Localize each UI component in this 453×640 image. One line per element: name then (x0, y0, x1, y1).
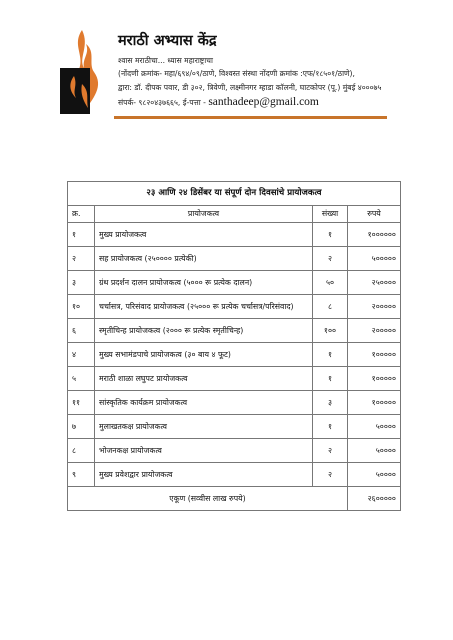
table-row (68, 295, 401, 319)
row-amount: १००००० (348, 367, 401, 391)
row-no: ४ (68, 343, 95, 367)
header-no: क्र. (68, 206, 95, 223)
row-name: सह प्रायोजकत्व (२५०००० प्रत्येकी) (95, 247, 313, 271)
row-qty: १ (313, 367, 348, 391)
row-no: ११ (68, 391, 95, 415)
row-qty: ३ (313, 391, 348, 415)
row-amount: २००००० (348, 295, 401, 319)
table-row (68, 223, 401, 247)
table-row (68, 415, 401, 439)
row-amount: १००००० (348, 343, 401, 367)
table-row (68, 271, 401, 295)
org-logo (60, 28, 104, 116)
row-amount: २००००० (348, 319, 401, 343)
row-qty: १ (313, 343, 348, 367)
total-amount: २६००००० (348, 487, 401, 511)
row-no: ७ (68, 415, 95, 439)
row-no: १ (68, 223, 95, 247)
row-no: ८ (68, 439, 95, 463)
row-no: ५ (68, 367, 95, 391)
registration-line: (नोंदणी क्रमांक- महा/६९४/०९/ठाणे, विश्वस्त संस्था नोंदणी क्रमांक :एफ/१८५०१/ठाणे), (118, 69, 355, 78)
row-name: भोजनकक्ष प्रायोजकत्व (95, 439, 313, 463)
contact-prefix: संपर्क- ९८२०४३७६६५, ई-पत्ता - (118, 98, 206, 107)
row-name: मुलाखतकक्ष प्रायोजकत्व (95, 415, 313, 439)
row-amount: ५००००० (348, 247, 401, 271)
row-name: मराठी शाळा लघुपट प्रायोजकत्व (95, 367, 313, 391)
table-row (68, 391, 401, 415)
row-name: मुख्य प्रायोजकत्व (95, 223, 313, 247)
row-amount: ५०००० (348, 415, 401, 439)
row-amount: २५०००० (348, 271, 401, 295)
header-name: प्रायोजकत्व (95, 206, 313, 223)
row-name: स्मृतीचिन्ह प्रायोजकत्व (२००० रू प्रत्येक स्मृतीचिन्ह) (95, 319, 313, 343)
row-no: १० (68, 295, 95, 319)
row-no: ९ (68, 463, 95, 487)
contact-line (118, 96, 319, 108)
header-divider (114, 116, 387, 119)
row-no: २ (68, 247, 95, 271)
total-label: एकूण (सव्वीस लाख रुपये) (68, 487, 348, 511)
table-row (68, 463, 401, 487)
row-qty: १०० (313, 319, 348, 343)
header-amount: रुपये (348, 206, 401, 223)
address-line: द्वारा: डॉ. दीपक पवार, डी ३०२, त्रिवेणी, लक्ष्मीनगर म्हाडा कॉलनी, घाटकोपर (पू.) मुंबई ४०००७५ (118, 83, 382, 92)
row-name: मुख्य प्रवेशद्वार प्रायोजकत्व (95, 463, 313, 487)
row-no: ३ (68, 271, 95, 295)
row-qty: १ (313, 415, 348, 439)
org-name: मराठी अभ्यास केंद्र (118, 33, 217, 49)
table-row (68, 319, 401, 343)
sponsorship-table (67, 181, 401, 511)
row-no: ६ (68, 319, 95, 343)
row-qty: २ (313, 247, 348, 271)
row-name: सांस्कृतिक कार्यक्रम प्रायोजकत्व (95, 391, 313, 415)
row-amount: १००००० (348, 391, 401, 415)
row-amount: ५०००० (348, 463, 401, 487)
table-row (68, 439, 401, 463)
row-name: ग्रंथ प्रदर्शन दालन प्रायोजकत्व (५००० रू प्रत्येक दालन) (95, 271, 313, 295)
tagline: श्वास मराठीचा... ध्यास महाराष्ट्राचा (118, 56, 213, 65)
row-name: चर्चासत्र, परिसंवाद प्रायोजकत्व (२५००० रू प्रत्येक चर्चासत्र/परिसंवाद) (95, 295, 313, 319)
table-row (68, 343, 401, 367)
header-qty: संख्या (313, 206, 348, 223)
row-qty: ५० (313, 271, 348, 295)
row-qty: २ (313, 439, 348, 463)
email-link[interactable]: santhadeep@gmail.com (208, 96, 319, 108)
table-title: २३ आणि २४ डिसेंबर या संपूर्ण दोन दिवसांचे प्रायोजकत्व (67, 181, 401, 205)
total-row (68, 487, 401, 511)
table-header-row (68, 206, 401, 223)
row-qty: ८ (313, 295, 348, 319)
row-name: मुख्य सभामंडपाचे प्रायोजकत्व (३० बाय ४ फूट) (95, 343, 313, 367)
row-amount: ५०००० (348, 439, 401, 463)
row-qty: १ (313, 223, 348, 247)
table-row (68, 367, 401, 391)
row-qty: २ (313, 463, 348, 487)
table-row (68, 247, 401, 271)
row-amount: १०००००० (348, 223, 401, 247)
